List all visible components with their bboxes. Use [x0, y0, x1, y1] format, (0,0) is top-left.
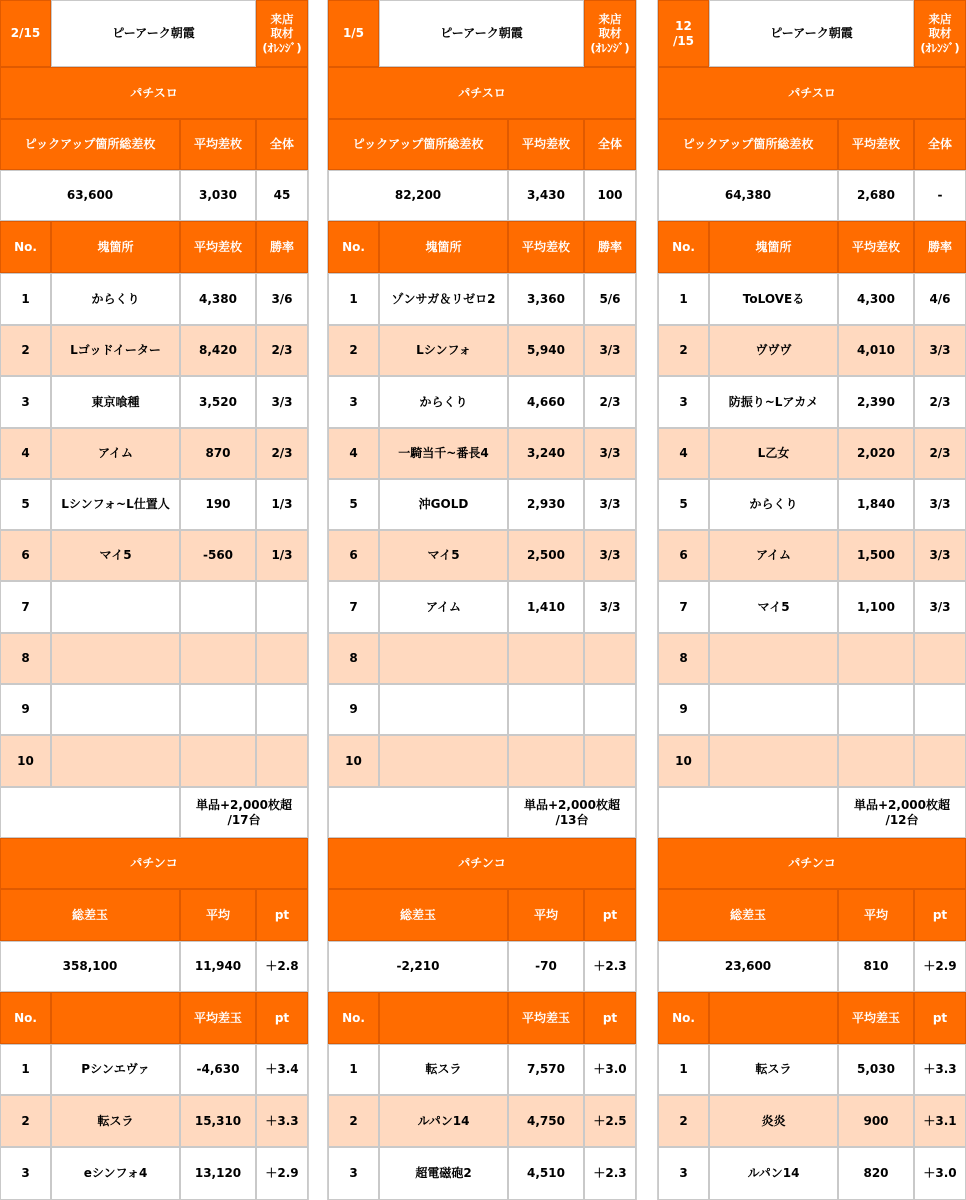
slot-table-header-avg: 平均差枚: [180, 221, 256, 273]
slot-row-rate: [256, 735, 308, 787]
slot-row-name: [51, 735, 180, 787]
slot-section-label: パチスロ: [0, 67, 308, 119]
slot-row-rate: 2/3: [256, 325, 308, 376]
pachinko-summary-total: 23,600: [658, 941, 838, 992]
slot-table-header-name: 塊箇所: [709, 221, 838, 273]
slot-table-header-no: No.: [0, 221, 51, 273]
slot-row-no: 1: [0, 273, 51, 325]
pachinko-row-name: ルパン14: [709, 1147, 838, 1200]
pachinko-row-pt: ＋3.0: [914, 1147, 966, 1200]
slot-row-no: 8: [0, 633, 51, 684]
pachinko-row-name: 炎炎: [709, 1095, 838, 1147]
pachinko-row-avg: 15,310: [180, 1095, 256, 1147]
pachinko-row-pt: ＋3.4: [256, 1044, 308, 1095]
slot-summary-total: 64,380: [658, 170, 838, 221]
pachinko-summary-header-total: 総差玉: [328, 889, 508, 941]
slot-row-no: 9: [328, 684, 379, 735]
slot-row-no: 6: [658, 530, 709, 581]
slot-row-avg: 1,410: [508, 581, 584, 633]
slot-row-no: 2: [0, 325, 51, 376]
slot-row-avg: 1,500: [838, 530, 914, 581]
slot-row-no: 9: [0, 684, 51, 735]
slot-section-label: パチスロ: [328, 67, 636, 119]
slot-row-rate: 3/3: [914, 530, 966, 581]
slot-row-no: 5: [658, 479, 709, 530]
slot-row-avg: [180, 735, 256, 787]
slot-row-avg: [180, 684, 256, 735]
pachinko-row-avg: 13,120: [180, 1147, 256, 1200]
pachinko-summary-header-avg: 平均: [838, 889, 914, 941]
slot-row-name: [51, 684, 180, 735]
pachinko-summary-header-pt: pt: [914, 889, 966, 941]
pachinko-table-header-name: [51, 992, 180, 1044]
pachinko-row-no: 1: [0, 1044, 51, 1095]
slot-row-no: 6: [328, 530, 379, 581]
slot-row-avg: 3,360: [508, 273, 584, 325]
slot-summary-avg: 3,430: [508, 170, 584, 221]
pachinko-row-avg: 820: [838, 1147, 914, 1200]
slot-table-header-avg: 平均差枚: [508, 221, 584, 273]
slot-summary-all: 100: [584, 170, 636, 221]
pachinko-row-pt: ＋3.0: [584, 1044, 636, 1095]
pachinko-table-header-no: No.: [0, 992, 51, 1044]
store-name: ピーアーク朝霞: [379, 0, 584, 67]
date-cell: 12 /15: [658, 0, 709, 67]
slot-row-name: マイ5: [709, 581, 838, 633]
slot-row-name: 沖GOLD: [379, 479, 508, 530]
slot-row-name: からくり: [379, 376, 508, 428]
report-panel-2: [328, 0, 636, 1200]
slot-table-header-no: No.: [328, 221, 379, 273]
slot-row-name: [51, 581, 180, 633]
slot-row-no: 9: [658, 684, 709, 735]
slot-row-rate: [256, 684, 308, 735]
pachinko-row-avg: 7,570: [508, 1044, 584, 1095]
pachinko-section-label: パチンコ: [658, 838, 966, 889]
slot-row-no: 8: [328, 633, 379, 684]
slot-row-no: 5: [328, 479, 379, 530]
pachinko-row-name: eシンフォ4: [51, 1147, 180, 1200]
pachinko-summary-header-pt: pt: [584, 889, 636, 941]
slot-row-rate: 3/3: [256, 376, 308, 428]
slot-row-name: [379, 633, 508, 684]
slot-row-rate: 3/3: [914, 325, 966, 376]
slot-note-spacer: [0, 787, 180, 838]
slot-row-name: 東京喰種: [51, 376, 180, 428]
slot-row-name: からくり: [51, 273, 180, 325]
slot-row-no: 4: [658, 428, 709, 479]
slot-table-header-avg: 平均差枚: [838, 221, 914, 273]
pachinko-row-name: 転スラ: [379, 1044, 508, 1095]
slot-summary-avg: 3,030: [180, 170, 256, 221]
slot-row-avg: [508, 684, 584, 735]
event-label: 来店 取材 (ｵﾚﾝｼﾞ): [256, 0, 308, 67]
slot-row-avg: 2,500: [508, 530, 584, 581]
slot-row-avg: -560: [180, 530, 256, 581]
pachinko-row-avg: 900: [838, 1095, 914, 1147]
slot-row-name: L乙女: [709, 428, 838, 479]
slot-row-rate: 1/3: [256, 479, 308, 530]
slot-row-rate: 3/3: [584, 581, 636, 633]
slot-section-label: パチスロ: [658, 67, 966, 119]
slot-row-avg: 2,930: [508, 479, 584, 530]
slot-row-avg: 8,420: [180, 325, 256, 376]
slot-row-name: アイム: [379, 581, 508, 633]
slot-row-avg: 4,010: [838, 325, 914, 376]
slot-row-rate: [256, 581, 308, 633]
slot-table-header-rate: 勝率: [584, 221, 636, 273]
slot-row-name: Lシンフォ: [379, 325, 508, 376]
slot-row-rate: 3/6: [256, 273, 308, 325]
pachinko-row-pt: ＋2.5: [584, 1095, 636, 1147]
slot-row-name: からくり: [709, 479, 838, 530]
pachinko-row-pt: ＋3.3: [914, 1044, 966, 1095]
pachinko-row-name: Pシンエヴァ: [51, 1044, 180, 1095]
slot-row-name: [709, 735, 838, 787]
slot-row-avg: 3,240: [508, 428, 584, 479]
panel-separator: [636, 0, 658, 1200]
slot-summary-header-avg: 平均差枚: [180, 119, 256, 170]
slot-row-name: ゾンサガ＆リゼロ2: [379, 273, 508, 325]
pachinko-row-avg: 5,030: [838, 1044, 914, 1095]
slot-table-header-rate: 勝率: [914, 221, 966, 273]
slot-summary-header-avg: 平均差枚: [838, 119, 914, 170]
slot-summary-header-total: ピックアップ箇所総差枚: [328, 119, 508, 170]
panel-separator: [308, 0, 328, 1200]
slot-row-avg: 5,940: [508, 325, 584, 376]
slot-summary-header-all: 全体: [256, 119, 308, 170]
pachinko-summary-avg: 810: [838, 941, 914, 992]
slot-row-rate: 2/3: [584, 376, 636, 428]
slot-note-spacer: [658, 787, 838, 838]
pachinko-row-no: 2: [658, 1095, 709, 1147]
pachinko-row-avg: 4,750: [508, 1095, 584, 1147]
pachinko-row-name: 超電磁砲2: [379, 1147, 508, 1200]
pachinko-summary-pt: ＋2.3: [584, 941, 636, 992]
slot-row-name: ToLOVEる: [709, 273, 838, 325]
slot-row-no: 5: [0, 479, 51, 530]
slot-summary-all: -: [914, 170, 966, 221]
slot-row-avg: [508, 633, 584, 684]
pachinko-summary-header-avg: 平均: [180, 889, 256, 941]
pachinko-table-header-avg: 平均差玉: [838, 992, 914, 1044]
pachinko-row-name: 転スラ: [709, 1044, 838, 1095]
pachinko-row-name: 転スラ: [51, 1095, 180, 1147]
pachinko-summary-header-total: 総差玉: [658, 889, 838, 941]
slot-row-rate: 3/3: [584, 428, 636, 479]
pachinko-summary-avg: -70: [508, 941, 584, 992]
slot-row-rate: [914, 684, 966, 735]
slot-summary-header-all: 全体: [914, 119, 966, 170]
slot-row-no: 10: [328, 735, 379, 787]
slot-row-rate: [584, 684, 636, 735]
slot-row-avg: [838, 684, 914, 735]
slot-row-no: 7: [0, 581, 51, 633]
slot-summary-header-avg: 平均差枚: [508, 119, 584, 170]
pachinko-summary-header-total: 総差玉: [0, 889, 180, 941]
slot-summary-header-all: 全体: [584, 119, 636, 170]
slot-row-avg: 2,390: [838, 376, 914, 428]
slot-row-no: 10: [658, 735, 709, 787]
slot-row-rate: [914, 633, 966, 684]
pachinko-summary-pt: ＋2.9: [914, 941, 966, 992]
date-cell: 2/15: [0, 0, 51, 67]
slot-table-header-name: 塊箇所: [51, 221, 180, 273]
slot-row-rate: 2/3: [914, 428, 966, 479]
slot-row-avg: 2,020: [838, 428, 914, 479]
slot-row-no: 7: [658, 581, 709, 633]
slot-row-name: [709, 633, 838, 684]
pachinko-summary-pt: ＋2.8: [256, 941, 308, 992]
slot-note: 単品+2,000枚超 /17台: [180, 787, 308, 838]
slot-row-avg: 870: [180, 428, 256, 479]
slot-row-rate: 2/3: [914, 376, 966, 428]
pachinko-row-name: ルパン14: [379, 1095, 508, 1147]
pachinko-row-no: 1: [328, 1044, 379, 1095]
slot-row-name: アイム: [709, 530, 838, 581]
slot-row-rate: 3/3: [584, 530, 636, 581]
slot-summary-total: 82,200: [328, 170, 508, 221]
slot-row-rate: 5/6: [584, 273, 636, 325]
slot-note: 単品+2,000枚超 /13台: [508, 787, 636, 838]
slot-row-name: [379, 684, 508, 735]
slot-summary-avg: 2,680: [838, 170, 914, 221]
pachinko-table-header-name: [379, 992, 508, 1044]
pachinko-summary-header-pt: pt: [256, 889, 308, 941]
slot-row-no: 2: [328, 325, 379, 376]
slot-row-name: マイ5: [51, 530, 180, 581]
slot-summary-header-total: ピックアップ箇所総差枚: [658, 119, 838, 170]
slot-table-header-name: 塊箇所: [379, 221, 508, 273]
slot-row-name: [51, 633, 180, 684]
slot-summary-all: 45: [256, 170, 308, 221]
slot-row-no: 10: [0, 735, 51, 787]
slot-row-avg: 4,660: [508, 376, 584, 428]
slot-table-header-no: No.: [658, 221, 709, 273]
store-name: ピーアーク朝霞: [709, 0, 914, 67]
slot-row-no: 1: [328, 273, 379, 325]
slot-row-rate: [584, 735, 636, 787]
slot-row-name: [709, 684, 838, 735]
slot-row-rate: 2/3: [256, 428, 308, 479]
pachinko-row-avg: -4,630: [180, 1044, 256, 1095]
slot-row-no: 3: [0, 376, 51, 428]
pachinko-summary-total: -2,210: [328, 941, 508, 992]
slot-row-avg: 4,300: [838, 273, 914, 325]
slot-row-name: マイ5: [379, 530, 508, 581]
slot-row-avg: 4,380: [180, 273, 256, 325]
pachinko-row-no: 3: [658, 1147, 709, 1200]
slot-row-rate: 3/3: [914, 479, 966, 530]
slot-row-name: ヴヴヴ: [709, 325, 838, 376]
slot-row-no: 2: [658, 325, 709, 376]
pachinko-section-label: パチンコ: [328, 838, 636, 889]
pachinko-table-header-avg: 平均差玉: [180, 992, 256, 1044]
slot-row-rate: [256, 633, 308, 684]
date-cell: 1/5: [328, 0, 379, 67]
pachinko-row-no: 3: [328, 1147, 379, 1200]
slot-row-no: 4: [328, 428, 379, 479]
slot-row-avg: [180, 633, 256, 684]
slot-row-no: 7: [328, 581, 379, 633]
pachinko-row-avg: 4,510: [508, 1147, 584, 1200]
slot-row-name: Lゴッドイーター: [51, 325, 180, 376]
slot-note: 単品+2,000枚超 /12台: [838, 787, 966, 838]
pachinko-row-pt: ＋2.3: [584, 1147, 636, 1200]
pachinko-row-no: 2: [328, 1095, 379, 1147]
pachinko-row-pt: ＋3.3: [256, 1095, 308, 1147]
pachinko-table-header-name: [709, 992, 838, 1044]
slot-summary-header-total: ピックアップ箇所総差枚: [0, 119, 180, 170]
pachinko-table-header-no: No.: [328, 992, 379, 1044]
slot-row-rate: 3/3: [584, 325, 636, 376]
slot-row-avg: 1,840: [838, 479, 914, 530]
slot-note-spacer: [328, 787, 508, 838]
slot-row-rate: [914, 735, 966, 787]
slot-table-header-rate: 勝率: [256, 221, 308, 273]
pachinko-summary-total: 358,100: [0, 941, 180, 992]
pachinko-table-header-pt: pt: [584, 992, 636, 1044]
slot-row-no: 6: [0, 530, 51, 581]
slot-row-rate: 4/6: [914, 273, 966, 325]
slot-row-name: 防振り~Lアカメ: [709, 376, 838, 428]
pachinko-row-pt: ＋3.1: [914, 1095, 966, 1147]
slot-row-avg: 3,520: [180, 376, 256, 428]
slot-row-no: 4: [0, 428, 51, 479]
slot-row-no: 3: [658, 376, 709, 428]
event-label: 来店 取材 (ｵﾚﾝｼﾞ): [914, 0, 966, 67]
pachinko-table-header-pt: pt: [256, 992, 308, 1044]
slot-row-rate: [584, 633, 636, 684]
slot-row-avg: [180, 581, 256, 633]
pachinko-summary-header-avg: 平均: [508, 889, 584, 941]
slot-row-avg: 190: [180, 479, 256, 530]
slot-row-name: アイム: [51, 428, 180, 479]
slot-row-avg: [508, 735, 584, 787]
slot-row-name: 一騎当千~番長4: [379, 428, 508, 479]
event-label: 来店 取材 (ｵﾚﾝｼﾞ): [584, 0, 636, 67]
pachinko-summary-avg: 11,940: [180, 941, 256, 992]
slot-row-rate: 1/3: [256, 530, 308, 581]
pachinko-table-header-no: No.: [658, 992, 709, 1044]
slot-row-avg: 1,100: [838, 581, 914, 633]
pachinko-row-no: 1: [658, 1044, 709, 1095]
pachinko-table-header-pt: pt: [914, 992, 966, 1044]
pachinko-row-no: 3: [0, 1147, 51, 1200]
slot-row-avg: [838, 633, 914, 684]
pachinko-row-no: 2: [0, 1095, 51, 1147]
report-panel-3: [658, 0, 966, 1200]
report-panel-1: [0, 0, 308, 1200]
slot-row-no: 8: [658, 633, 709, 684]
pachinko-row-pt: ＋2.9: [256, 1147, 308, 1200]
slot-row-rate: 3/3: [584, 479, 636, 530]
slot-row-name: Lシンフォ~L仕置人: [51, 479, 180, 530]
store-name: ピーアーク朝霞: [51, 0, 256, 67]
slot-row-avg: [838, 735, 914, 787]
slot-row-no: 3: [328, 376, 379, 428]
slot-row-rate: 3/3: [914, 581, 966, 633]
slot-row-no: 1: [658, 273, 709, 325]
pachinko-table-header-avg: 平均差玉: [508, 992, 584, 1044]
pachinko-section-label: パチンコ: [0, 838, 308, 889]
slot-summary-total: 63,600: [0, 170, 180, 221]
slot-row-name: [379, 735, 508, 787]
